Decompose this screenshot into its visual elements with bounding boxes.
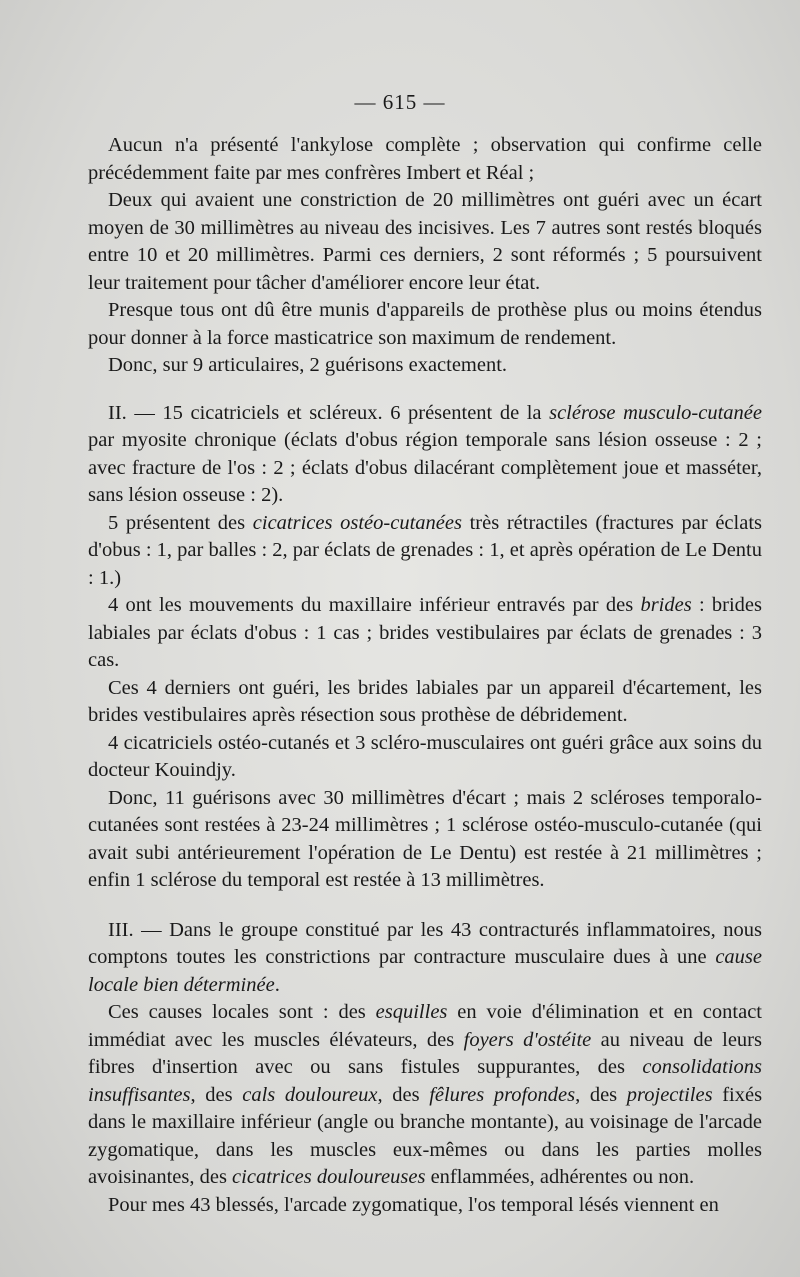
paragraph: 4 cicatriciels ostéo-cutanés et 3 scléro-musculaires ont guéri grâce aux soins du docteur Kouindjy.: [88, 731, 762, 781]
italic-phrase: fêlures profondes: [429, 1083, 576, 1106]
paragraph: Presque tous ont dû être munis d'appareils de prothèse plus ou moins étendus pour donner à la force masticatrice son maximum de rendement.: [88, 299, 762, 349]
text-run: , des: [377, 1083, 430, 1106]
text-run: Ces causes locales sont : des: [108, 1001, 376, 1023]
paragraph: [88, 510, 762, 593]
text-run: au niveau de leurs fibres d'insertion avec ou sans fistules suppurantes, des: [88, 1028, 762, 1078]
paragraph: Donc, sur 9 articulaires, 2 guérisons exactement.: [108, 354, 508, 376]
paragraph: Ces 4 derniers ont guéri, les brides labiales par un appareil d'écartement, les brides vestibulaires après résection sous prothèse de débridement.: [88, 676, 762, 726]
paragraph: Pour mes 43 blessés, l'arcade zygomatique, l'os temporal lésés viennent en: [108, 1193, 719, 1216]
paragraph: [88, 400, 762, 510]
paragraph: [88, 999, 762, 1192]
text-run: 4 ont les mouvements du maxillaire inférieur entravés par des: [108, 594, 641, 616]
paragraph: [88, 917, 762, 1000]
text-run: , des: [190, 1083, 243, 1106]
text-run: III. — Dans le groupe constitué par les 43 contracturés inflammatoires, nous comptons toutes les constrictions par contracture musculaire dues à une: [88, 918, 762, 968]
paragraph: Donc, 11 guérisons avec 30 millimètres d'écart ; mais 2 scléroses temporalo-cutanées sont restées à 23-24 millimètres ; 1 sclérose ostéo-musculo-cutanée (qui avait subi antérieurement l'opération de Le Dentu) est restée à 21 millimètres ; enfin 1 sclérose du temporal est restée à 13 millimètres.: [88, 786, 762, 891]
italic-phrase: cause locale bien déterminée: [88, 946, 762, 996]
text-run: .: [274, 973, 280, 996]
page-number: — 615 —: [354, 90, 446, 114]
text-run: enflammées, adhérentes ou non.: [425, 1166, 695, 1188]
text-run: II. — 15 cicatriciels et scléreux. 6 présentent de la: [108, 401, 550, 424]
italic-phrase: consolidations insuffisantes: [88, 1056, 762, 1106]
text-run: fixés dans le maxillaire inférieur (angle ou branche montante), au voisinage de l'arcade zygomatique, dans les muscles eux-mêmes ou dans les parties molles avoisinantes, des: [88, 1083, 763, 1188]
paragraph: Aucun n'a présenté l'ankylose complète ; observation qui confirme celle précédemment faite par mes confrères Imbert et Réal ;: [88, 134, 762, 184]
text-run: : brides labiales par éclats d'obus : 1 cas ; brides vestibulaires par éclats de grenades : 3 cas.: [88, 594, 762, 671]
italic-phrase: projectiles: [626, 1083, 713, 1106]
italic-phrase: brides: [640, 594, 692, 616]
paragraph: Deux qui avaient une constriction de 20 millimètres ont guéri avec un écart moyen de 30 millimètres au niveau des incisives. Les 7 autres sont restés bloqués entre 10 et 20 millimètres. Parmi ces derniers, 2 sont réformés ; 5 poursuivent leur traitement pour tâcher d'améliorer encore leur état.: [88, 189, 762, 294]
text-run: 5 présentent des: [108, 511, 253, 534]
text-run: très rétractiles (fractures par éclats d'obus : 1, par balles : 2, par éclats de grenades : 1, et après opération de Le Dentu : 1.): [88, 511, 762, 589]
italic-phrase: cicatrices ostéo-cutanées: [252, 511, 462, 534]
italic-phrase: cicatrices douloureuses: [232, 1166, 426, 1188]
text-run: par myosite chronique (éclats d'obus région temporale sans lésion osseuse : 2 ; avec fracture de l'os : 2 ; éclats d'obus dilacérant complètement joue et masséter, sans lésion osseuse : 2).: [88, 429, 762, 506]
italic-phrase: cals douloureux: [242, 1083, 378, 1106]
body-text: [88, 132, 762, 1219]
text-run: en voie d'élimination et en contact immédiat avec les muscles élévateurs, des: [88, 1001, 762, 1051]
italic-phrase: sclérose musculo-cutanée: [549, 401, 762, 424]
italic-phrase: foyers d'ostéite: [463, 1028, 592, 1051]
paragraph: [88, 592, 762, 675]
text-run: , des: [575, 1083, 627, 1106]
italic-phrase: esquilles: [375, 1001, 448, 1023]
